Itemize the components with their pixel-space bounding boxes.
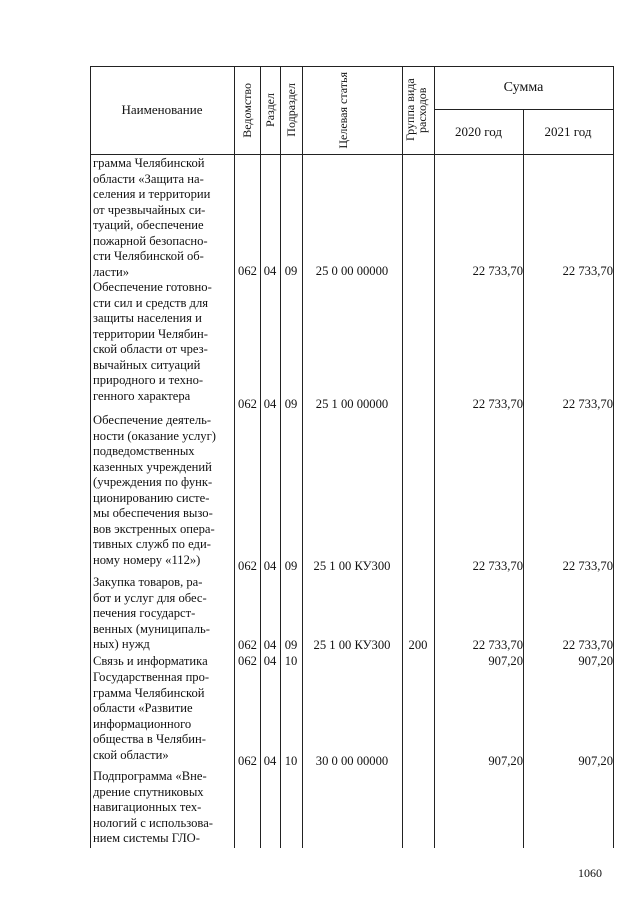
col-line bbox=[523, 109, 524, 848]
header-summa: Сумма bbox=[503, 79, 544, 95]
row-sum-2020: 22 733,70 bbox=[472, 638, 523, 652]
header-year-2020: 2020 год bbox=[455, 123, 502, 139]
row-celevaya-statya: 30 0 00 00000 bbox=[315, 754, 389, 768]
row-podrazdel: 09 bbox=[284, 559, 298, 573]
row-podrazdel: 09 bbox=[284, 264, 298, 278]
col-line bbox=[280, 66, 281, 848]
row-razdel: 04 bbox=[263, 654, 277, 668]
row-name: Закупка товаров, ра- бот и услуг для обес- печения государст- венных (муниципаль- ных) нужд bbox=[93, 575, 210, 651]
header-podrazdel: Подраздел bbox=[284, 83, 298, 137]
row-vedomstvo: 062 bbox=[238, 559, 257, 573]
header-year-2021: 2021 год bbox=[544, 123, 592, 139]
row-name: Подпрограмма «Вне- дрение спутниковых навигационных тех- нологий с использова- нием системы ГЛО- bbox=[93, 769, 213, 845]
row-razdel: 04 bbox=[263, 559, 277, 573]
row-name: Связь и информатика bbox=[93, 654, 208, 668]
row-sum-2021: 907,20 bbox=[578, 754, 613, 768]
row-podrazdel: 10 bbox=[284, 654, 298, 668]
row-celevaya-statya: 25 1 00 00000 bbox=[315, 397, 389, 411]
row-vedomstvo: 062 bbox=[238, 754, 257, 768]
row-podrazdel: 09 bbox=[284, 397, 298, 411]
row-vedomstvo: 062 bbox=[238, 264, 257, 278]
header-name: Наименование bbox=[121, 102, 203, 117]
col-line bbox=[402, 66, 403, 848]
header-gruppa-vida-rashodov: Группа вида расходов bbox=[403, 78, 429, 142]
row-podrazdel: 09 bbox=[284, 638, 298, 652]
col-line bbox=[434, 66, 435, 848]
row-razdel: 04 bbox=[263, 754, 277, 768]
row-sum-2021: 22 733,70 bbox=[562, 264, 613, 278]
row-vedomstvo: 062 bbox=[238, 638, 257, 652]
row-razdel: 04 bbox=[263, 397, 277, 411]
row-name: Государственная про- грамма Челябинской области «Развитие информационного общества в Челябин- ской области» bbox=[93, 670, 210, 762]
row-podrazdel: 10 bbox=[284, 754, 298, 768]
row-name: грамма Челябинской области «Защита на- селения и территории от чрезвычайных си- туаций, обеспечение пожарной безопасно- сти Челябинской об- ласти» bbox=[93, 156, 211, 279]
header-razdel: Раздел bbox=[263, 93, 277, 127]
row-sum-2021: 22 733,70 bbox=[562, 397, 613, 411]
row-sum-2021: 22 733,70 bbox=[562, 638, 613, 652]
row-sum-2020: 907,20 bbox=[488, 654, 523, 668]
row-razdel: 04 bbox=[263, 264, 277, 278]
col-line bbox=[90, 66, 91, 848]
row-celevaya-statya: 25 0 00 00000 bbox=[315, 264, 389, 278]
row-name: Обеспечение готовно- сти сил и средств для защиты населения и территории Челябин- ской области от чрез- вычайных ситуаций природного и техно- генного характера bbox=[93, 280, 212, 403]
row-celevaya-statya: 25 1 00 КУ300 bbox=[313, 559, 391, 573]
col-line bbox=[302, 66, 303, 848]
row-gruppa: 200 bbox=[408, 638, 428, 652]
col-line bbox=[234, 66, 235, 848]
row-sum-2020: 22 733,70 bbox=[472, 264, 523, 278]
row-sum-2021: 22 733,70 bbox=[562, 559, 613, 573]
row-sum-2020: 22 733,70 bbox=[472, 397, 523, 411]
header-vedomstvo: Ведомство bbox=[240, 82, 254, 138]
row-vedomstvo: 062 bbox=[238, 654, 257, 668]
row-razdel: 04 bbox=[263, 638, 277, 652]
header-bottom-border bbox=[90, 154, 613, 155]
header-celevaya-statya: Целевая статья bbox=[336, 71, 350, 149]
row-vedomstvo: 062 bbox=[238, 397, 257, 411]
row-sum-2020: 22 733,70 bbox=[472, 559, 523, 573]
col-line bbox=[260, 66, 261, 848]
page-number: 1060 bbox=[578, 866, 602, 880]
col-line bbox=[613, 66, 614, 848]
row-name: Обеспечение деятель- ности (оказание услуг) подведомственных казенных учреждений (учреждения по функ- ционированию систе- мы обеспечения вызо- вов экстренных опера- тивных служб по еди- ному номеру «112») bbox=[93, 413, 216, 567]
row-sum-2021: 907,20 bbox=[578, 654, 613, 668]
row-sum-2020: 907,20 bbox=[488, 754, 523, 768]
row-celevaya-statya: 25 1 00 КУ300 bbox=[313, 638, 391, 652]
